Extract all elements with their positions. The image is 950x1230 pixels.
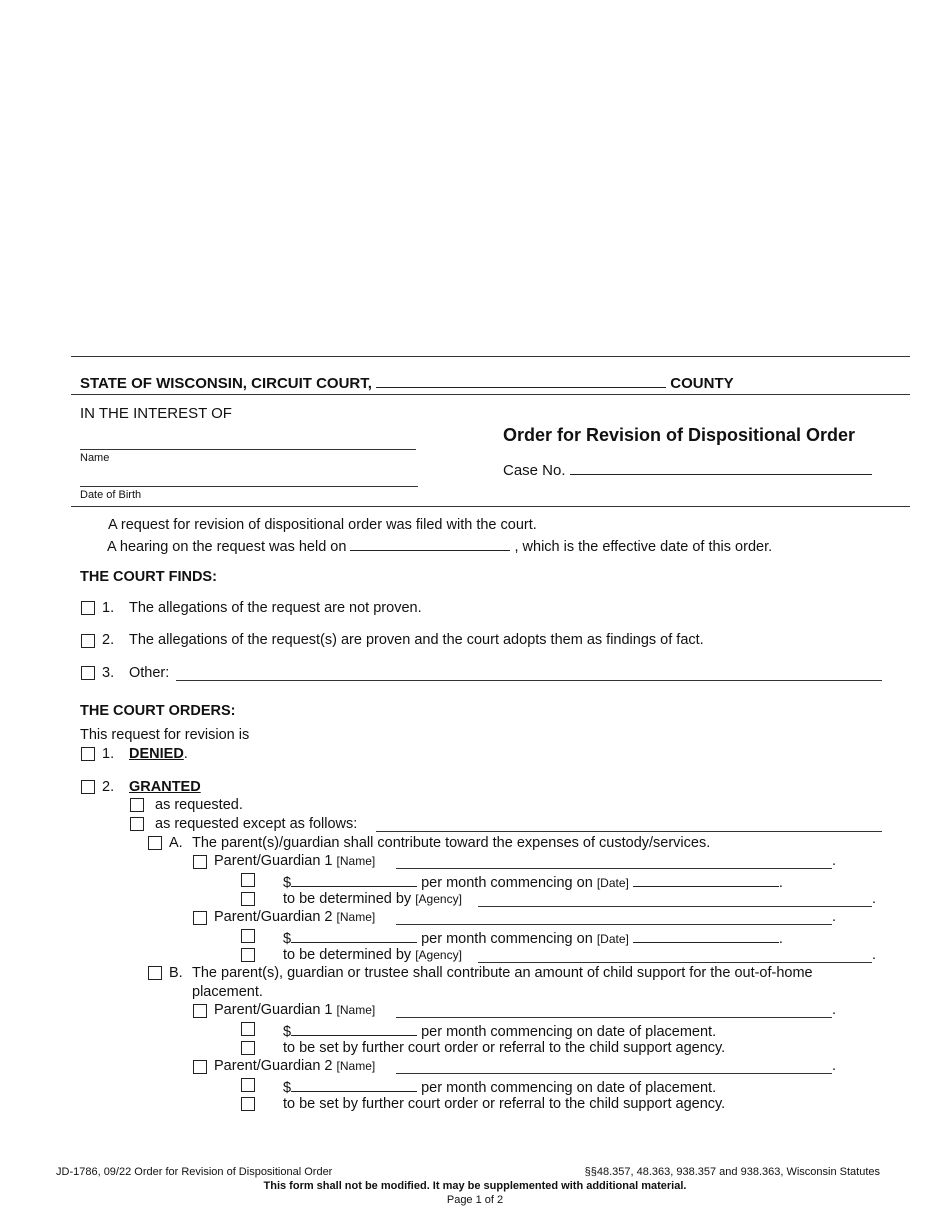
a-pg2-agency-checkbox[interactable] (241, 948, 255, 962)
denied-row (129, 746, 188, 762)
a-pg1-name-hint: [Name] (336, 854, 376, 868)
finding-1-checkbox[interactable] (81, 601, 95, 615)
finding-2-num: 2. (102, 632, 115, 648)
section-b-text-2: placement. (192, 984, 263, 1000)
findings-heading: THE COURT FINDS: (80, 569, 217, 585)
a-pg2-agency-period: . (872, 947, 877, 963)
county-label: COUNTY (670, 375, 734, 392)
denied-label: DENIED (129, 746, 184, 762)
b-pg2-name-field[interactable] (396, 1073, 832, 1074)
b-pg2-label: Parent/Guardian 2 (214, 1058, 333, 1074)
county-field[interactable] (376, 373, 666, 388)
as-requested-checkbox[interactable] (130, 798, 144, 812)
header-bottom-rule (71, 506, 910, 507)
header-mid-rule (71, 394, 910, 395)
b-pg2-name-period: . (832, 1058, 837, 1074)
footer-statutes: §§48.357, 48.363, 938.357 and 938.363, Wisconsin Statutes (584, 1166, 880, 1178)
dob-label: Date of Birth (80, 489, 142, 501)
granted-label: GRANTED (129, 779, 201, 795)
b-pg2-name-hint: [Name] (336, 1059, 376, 1073)
finding-2-checkbox[interactable] (81, 634, 95, 648)
section-b-text-1: The parent(s), guardian or trustee shall contribute an amount of child support for the out-of-home (192, 965, 813, 981)
b-pg1-set-text: to be set by further court order or referral to the child support agency. (283, 1040, 726, 1056)
section-a-text: The parent(s)/guardian shall contribute toward the expenses of custody/services. (192, 835, 711, 851)
a-pg2-agency-hint: [Agency] (415, 948, 462, 962)
b-pg1-dollar: $ (283, 1024, 292, 1040)
b-pg2-amount-row (283, 1077, 716, 1096)
finding-1-text: The allegations of the request are not proven. (129, 600, 422, 616)
a-pg1-dollar: $ (283, 875, 292, 891)
header-top-rule (71, 356, 910, 357)
finding-3-label: Other: (129, 665, 170, 681)
hearing-suffix: , which is the effective date of this order. (514, 539, 773, 555)
a-pg2-dollar: $ (283, 931, 292, 947)
b-pg2-set-checkbox[interactable] (241, 1097, 255, 1111)
b-pg2-dollar: $ (283, 1080, 292, 1096)
finding-1-num: 1. (102, 600, 115, 616)
b-pg1-amount-row (283, 1021, 716, 1040)
court-prefix: STATE OF WISCONSIN, CIRCUIT COURT, (80, 375, 372, 392)
b-pg2-set-text: to be set by further court order or referral to the child support agency. (283, 1096, 726, 1112)
hearing-date-field[interactable] (350, 536, 510, 551)
b-pg2-amount-field[interactable] (291, 1077, 417, 1092)
dob-field[interactable] (80, 486, 418, 487)
denied-period: . (183, 746, 188, 762)
b-pg1-set-checkbox[interactable] (241, 1041, 255, 1055)
a-pg2-name-hint: [Name] (336, 910, 376, 924)
a-pg1-checkbox[interactable] (193, 855, 207, 869)
a-pg2-agency-row (283, 947, 462, 963)
b-pg1-checkbox[interactable] (193, 1004, 207, 1018)
name-label: Name (80, 452, 110, 464)
a-pg1-tbd: to be determined by (283, 891, 412, 907)
a-pg1-amount-checkbox[interactable] (241, 873, 255, 887)
intro-line-1: A request for revision of dispositional order was filed with the court. (108, 517, 537, 533)
finding-3-num: 3. (102, 665, 115, 681)
footer-form-id: JD-1786, 09/22 Order for Revision of Dispositional Order (56, 1166, 333, 1178)
a-pg1-name-field[interactable] (396, 868, 832, 869)
finding-3-checkbox[interactable] (81, 666, 95, 680)
a-pg2-date-field[interactable] (633, 928, 779, 943)
a-pg2-row (214, 909, 375, 925)
b-pg1-label: Parent/Guardian 1 (214, 1002, 333, 1018)
b-pg1-amount-field[interactable] (291, 1021, 417, 1036)
a-pg2-per-month: per month commencing on (421, 931, 593, 947)
b-pg2-per-month: per month commencing on date of placement. (421, 1080, 717, 1096)
b-pg1-per-month: per month commencing on date of placement. (421, 1024, 717, 1040)
a-pg2-date-hint: [Date] (596, 932, 629, 946)
section-a-checkbox[interactable] (148, 836, 162, 850)
finding-2-text: The allegations of the request(s) are proven and the court adopts them as findings of fact. (129, 632, 704, 648)
case-no-field[interactable] (570, 460, 872, 475)
orders-heading: THE COURT ORDERS: (80, 703, 236, 719)
finding-3-other-field[interactable] (176, 680, 882, 681)
denied-checkbox[interactable] (81, 747, 95, 761)
a-pg1-date-hint: [Date] (596, 876, 629, 890)
a-pg2-amount-field[interactable] (291, 928, 417, 943)
granted-checkbox[interactable] (81, 780, 95, 794)
a-pg2-amount-row (283, 928, 783, 947)
court-line (80, 373, 734, 392)
b-pg2-row (214, 1058, 375, 1074)
b-pg1-name-period: . (832, 1002, 837, 1018)
as-requested-text: as requested. (155, 797, 243, 813)
a-pg1-agency-hint: [Agency] (415, 892, 462, 906)
a-pg1-name-period: . (832, 853, 837, 869)
as-requested-except-text: as requested except as follows: (155, 816, 358, 832)
section-a-letter: A. (169, 835, 183, 851)
a-pg2-name-field[interactable] (396, 924, 832, 925)
a-pg1-per-month: per month commencing on (421, 875, 593, 891)
footer-notice: This form shall not be modified. It may be supplemented with additional material. (263, 1180, 687, 1192)
b-pg1-row (214, 1002, 375, 1018)
form-title: Order for Revision of Dispositional Order (503, 425, 856, 445)
interest-of-label: IN THE INTEREST OF (80, 405, 232, 422)
b-pg2-checkbox[interactable] (193, 1060, 207, 1074)
section-b-letter: B. (169, 965, 183, 981)
b-pg1-name-field[interactable] (396, 1017, 832, 1018)
section-b-checkbox[interactable] (148, 966, 162, 980)
b-pg1-name-hint: [Name] (336, 1003, 376, 1017)
a-pg2-name-period: . (832, 909, 837, 925)
a-pg1-amount-field[interactable] (291, 872, 417, 887)
b-pg2-amount-checkbox[interactable] (241, 1078, 255, 1092)
a-pg2-tbd: to be determined by (283, 947, 412, 963)
a-pg2-checkbox[interactable] (193, 911, 207, 925)
as-requested-except-checkbox[interactable] (130, 817, 144, 831)
a-pg2-amount-checkbox[interactable] (241, 929, 255, 943)
hearing-prefix: A hearing on the request was held on (107, 539, 347, 555)
name-field[interactable] (80, 449, 416, 450)
a-pg1-label: Parent/Guardian 1 (214, 853, 333, 869)
a-pg1-amount-row (283, 872, 783, 891)
a-pg1-agency-row (283, 891, 462, 907)
intro-line-2 (107, 536, 772, 555)
a-pg1-agency-period: . (872, 891, 877, 907)
granted-num: 2. (102, 779, 115, 795)
case-no-label: Case No. (503, 462, 566, 479)
b-pg1-amount-checkbox[interactable] (241, 1022, 255, 1036)
a-pg1-date-period: . (778, 875, 783, 891)
as-requested-except-field[interactable] (376, 831, 882, 832)
footer-page: Page 1 of 2 (446, 1194, 504, 1206)
case-no-row (503, 460, 872, 479)
a-pg1-date-field[interactable] (633, 872, 779, 887)
a-pg2-label: Parent/Guardian 2 (214, 909, 333, 925)
request-text: This request for revision is (80, 727, 250, 743)
a-pg2-agency-field[interactable] (478, 962, 872, 963)
denied-num: 1. (102, 746, 115, 762)
a-pg1-agency-field[interactable] (478, 906, 872, 907)
a-pg1-agency-checkbox[interactable] (241, 892, 255, 906)
a-pg2-date-period: . (778, 931, 783, 947)
a-pg1-row (214, 853, 375, 869)
